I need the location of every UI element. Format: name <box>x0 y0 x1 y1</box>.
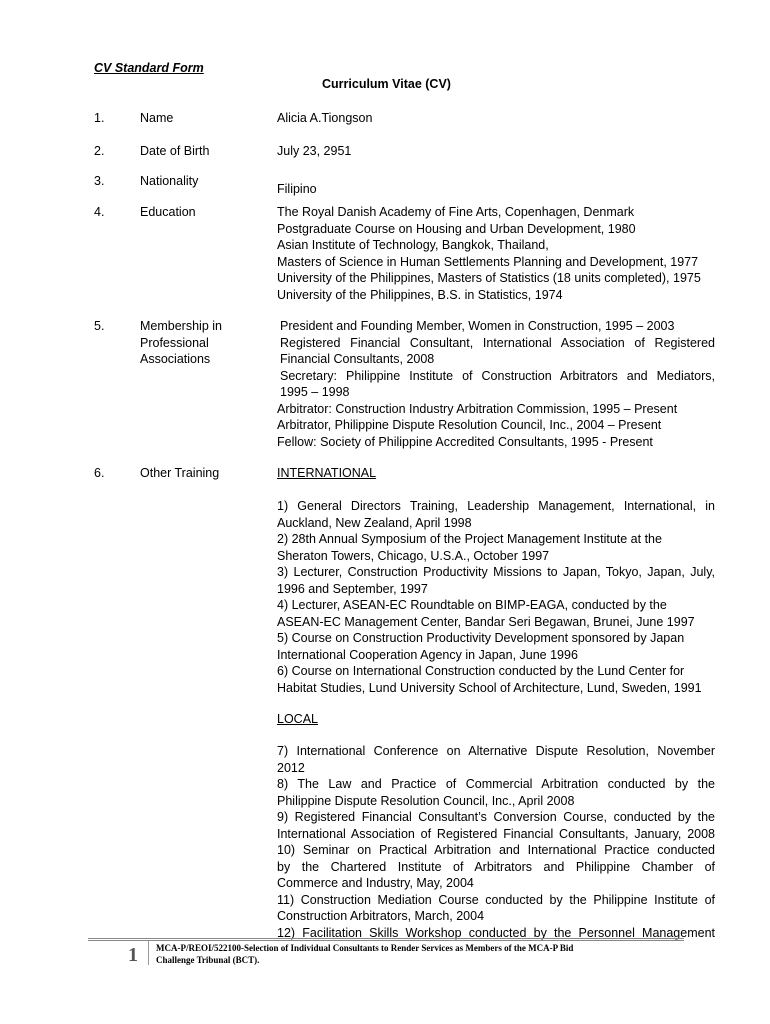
entry-number: 6. <box>94 466 105 480</box>
local-heading: LOCAL <box>277 712 318 726</box>
entry-value-name: Alicia A.Tiongson <box>277 111 373 125</box>
entry-number: 5. <box>94 319 105 333</box>
international-training-list: 1) General Directors Training, Leadership Management, International, in Auckland, New Zealand, April 1998 2) 28th Annual Symposium of the Project Management Institute at the Sheraton Towers, Chicago, U.S.A., October 1997 3) Lecturer, Construction Productivity Missions to Japan, Tokyo, Japan, July, 1996 and September, 1997 4) Lecturer, ASEAN-EC Roundtable on BIMP-EAGA, conducted by the ASEAN-EC Management Center, Bandar Seri Begawan, Brunei, June 1997 5) Course on Construction Productivity Development sponsored by Japan International Cooperation Agency in Japan, June 1996 6) Course on International Construction conducted by the Lund Center for Habitat Studies, Lund University School of Architecture, Lund, Sweden, 1991 <box>277 499 715 695</box>
entry-label: Date of Birth <box>140 144 210 158</box>
entry-number: 3. <box>94 174 105 188</box>
footer-description-cont: Challenge Tribunal (BCT). <box>156 955 260 965</box>
page-number: 1 <box>128 944 138 966</box>
entry-label: Other Training <box>140 466 220 480</box>
entry-number: 1. <box>94 111 105 125</box>
document-title: Curriculum Vitae (CV) <box>322 77 451 91</box>
entry-value-nationality: Filipino <box>277 182 317 196</box>
footer-separator <box>148 941 149 965</box>
entry-label: Education <box>140 205 196 219</box>
entry-label: Name <box>140 111 174 125</box>
international-heading: INTERNATIONAL <box>277 466 377 480</box>
entry-label: Membership in Professional Associations <box>140 319 222 366</box>
entry-number: 4. <box>94 205 105 219</box>
footer-text <box>156 942 676 966</box>
footer-reference: MCA-P/REOI/522100- <box>156 943 244 953</box>
entry-value-date-of-birth: July 23, 2951 <box>277 144 352 158</box>
entry-label: Nationality <box>140 174 199 188</box>
footer-divider <box>88 938 684 941</box>
footer-description: Selection of Individual Consultants to Render Services as Members of the MCA-P Bid <box>244 943 574 953</box>
entry-value-memberships: President and Founding Member, Women in Construction, 1995 – 2003 Registered Financial Consultant, International Association of Registered Financial Consultants, 2008 Secretary: Philippine Institute of Construction Arbitrators and Mediators, 1995 – 1998 Arbitrator: Construction Industry Arbitration Commission, 1995 – Present Arbitrator, Philippine Dispute Resolution Council, Inc., 2004 – Present Fellow: Society of Philippine Accredited Consultants, 1995 - Present <box>277 319 715 449</box>
local-training-list: 7) International Conference on Alternative Dispute Resolution, November 2012 8) The Law and Practice of Commercial Arbitration conducted by the Philippine Dispute Resolution Council, Inc., April 2008 9) Registered Financial Consultant’s Conversion Course, conducted by the International Association of Registered Financial Consultants, January, 2008 10) Seminar on Practical Arbitration and International Practice conducted by the Chartered Institute of Arbitrators and Philippine Chamber of Commerce and Industry, May, 2004 11) Construction Mediation Course conducted by the Philippine Institute of Construction Arbitrators, March, 2004 12) Facilitation Skills Workshop conducted by the Personnel Management <box>277 744 715 940</box>
entry-value-education: The Royal Danish Academy of Fine Arts, Copenhagen, Denmark Postgraduate Course on Housing and Urban Development, 1980 Asian Institute of Technology, Bangkok, Thailand, Masters of Science in Human Settlements Planning and Development, 1977 University of the Philippines, Masters of Statistics (18 units completed), 1975 University of the Philippines, B.S. in Statistics, 1974 <box>277 205 701 302</box>
form-title: CV Standard Form <box>94 61 204 75</box>
entry-number: 2. <box>94 144 105 158</box>
